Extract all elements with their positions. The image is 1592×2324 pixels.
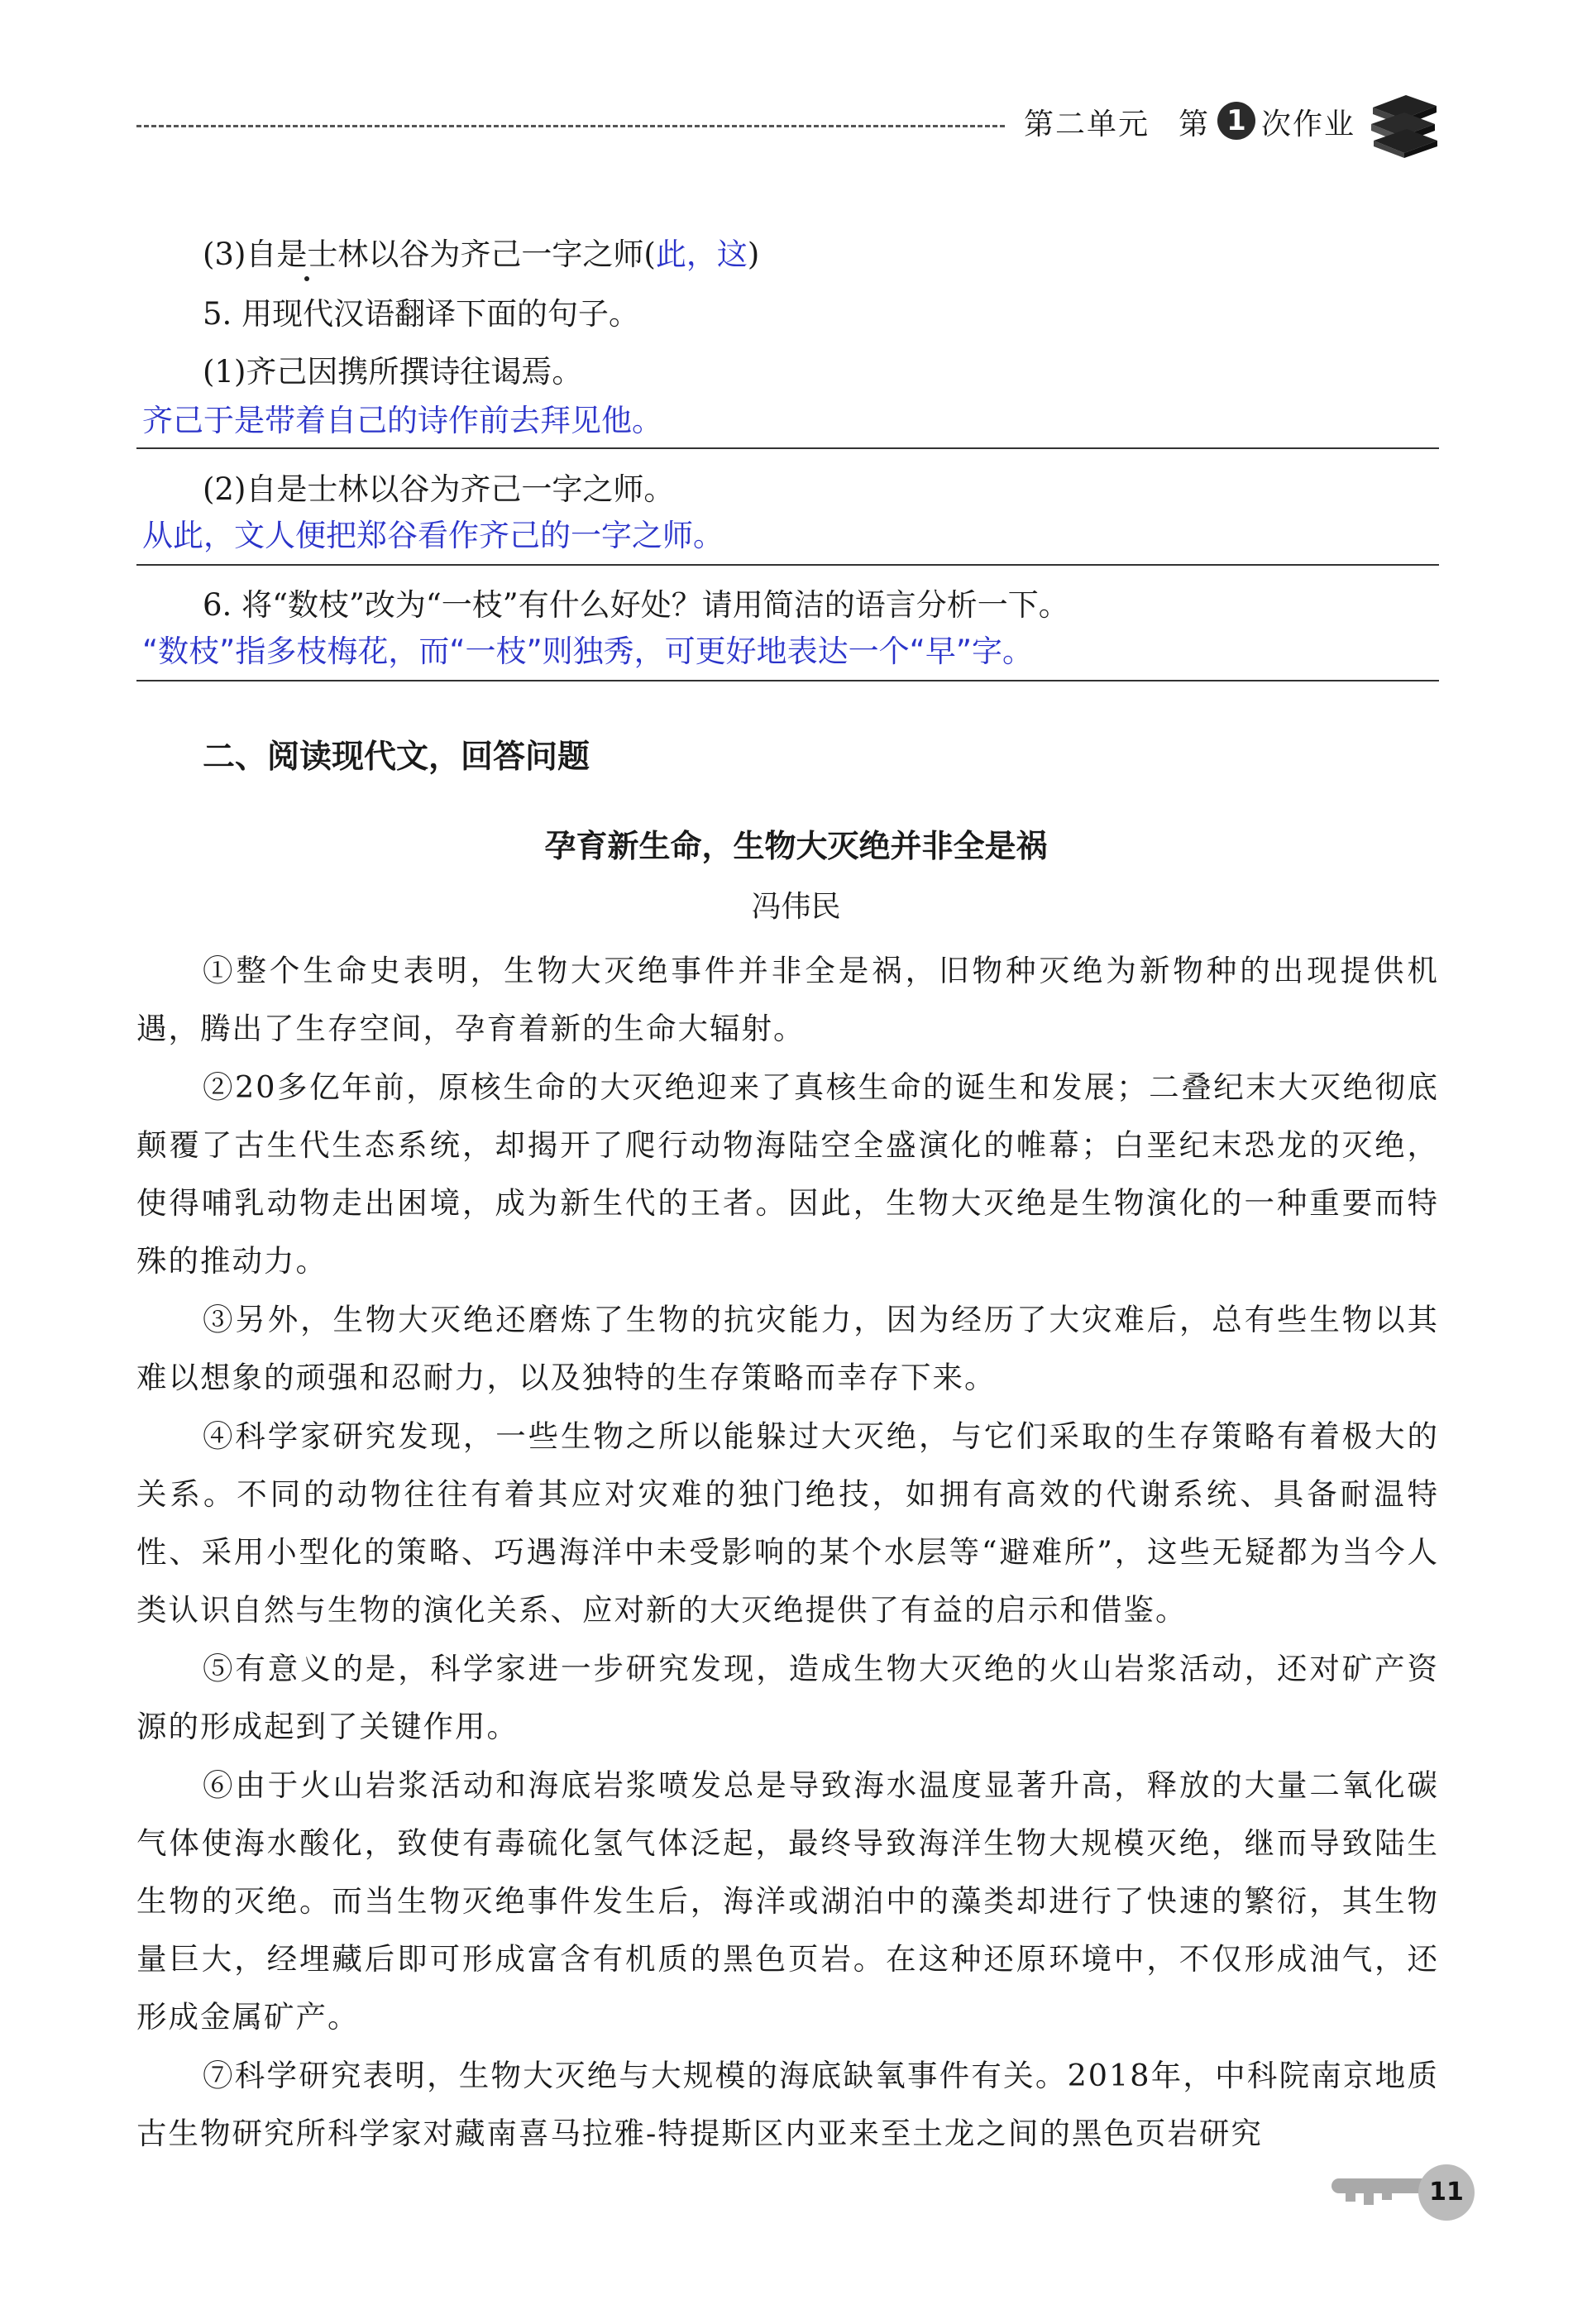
article-author: 冯伟民	[751, 890, 841, 924]
assignment-number-badge: 1	[1217, 102, 1255, 140]
q5-answer2: 从此，文人便把郑谷看作齐己的一字之师。	[142, 518, 724, 553]
book-stack-icon	[1369, 91, 1439, 159]
paragraph-1: ①整个生命史表明，生物大灭绝事件并非全是祸，旧物种灭绝为新物种的出现提供机遇，腾出了生存空间，孕育着新的生命大辐射。	[136, 953, 1439, 1046]
paragraph-2: ②20多亿年前，原核生命的大灭绝迎来了真核生命的诞生和发展；二叠纪末大灭绝彻底颠覆了古生代生态系统，却揭开了爬行动物海陆空全盛演化的帷幕；白垩纪末恐龙的灭绝，使得哺乳动物走出困境，成为新生代的王者。因此，生物大灭绝是生物演化的一种重要而特殊的推动力。	[136, 1069, 1439, 1279]
q5-item2: (2)自是士林以谷为齐己一字之师。	[203, 471, 675, 507]
paragraph-7: ⑦科学研究表明，生物大灭绝与大规模的海底缺氧事件有关。2018年，中科院南京地质古生物研究所科学家对藏南喜马拉雅-特提斯区内亚来至土龙之间的黑色页岩研究	[136, 2058, 1439, 2151]
paragraph-5: ⑤有意义的是，科学家进一步研究发现，造成生物大灭绝的火山岩浆活动，还对矿产资源的形成起到了关键作用。	[136, 1651, 1439, 1744]
q6-answer: “数枝”指多枝梅花，而“一枝”则独秀，可更好地表达一个“早”字。	[142, 634, 1034, 669]
page-number: 11	[1418, 2164, 1475, 2221]
q5-item1: (1)齐己因携所撰诗往谒焉。	[203, 354, 583, 390]
q4-item3	[203, 234, 759, 275]
paragraph-3: ③另外，生物大灭绝还磨炼了生物的抗灾能力，因为经历了大灾难后，总有些生物以其难以想象的顽强和忍耐力，以及独特的生存策略而幸存下来。	[136, 1302, 1439, 1395]
q5-prompt: 5. 用现代汉语翻译下面的句子。	[203, 296, 640, 332]
emphasis-dot	[304, 276, 309, 281]
q5-answer1: 齐己于是带着自己的诗作前去拜见他。	[142, 403, 662, 438]
answer-rule	[136, 447, 1439, 449]
assignment-suffix: 次作业	[1261, 108, 1356, 141]
answer-rule	[136, 680, 1439, 681]
answer-rule	[136, 564, 1439, 566]
q4-item3-close: )	[747, 237, 760, 272]
header-dashed-rule	[136, 125, 1005, 127]
q4-item3-answer: 此，这	[655, 237, 748, 272]
section-title: 二、阅读现代文，回答问题	[203, 739, 590, 776]
unit-label: 第二单元	[1024, 108, 1150, 141]
paragraph-4: ④科学家研究发现，一些生物之所以能躲过大灭绝，与它们采取的生存策略有着极大的关系。不同的动物往往有着其应对灾难的独门绝技，如拥有高效的代谢系统、具备耐温特性、采用小型化的策略、巧遇海洋中未受影响的某个水层等“避难所”，这些无疑都为当今人类认识自然与生物的演化关系、应对新的大灭绝提供了有益的启示和借鉴。	[136, 1418, 1439, 1628]
q6-prompt: 6. 将“数枝”改为“一枝”有什么好处？请用简洁的语言分析一下。	[203, 587, 1069, 623]
assignment-prefix: 第	[1178, 108, 1209, 141]
article-title: 孕育新生命，生物大灭绝并非全是祸	[544, 828, 1048, 864]
q4-item3-text: (3)自是士林以谷为齐己一字之师(	[203, 237, 656, 272]
paragraph-6: ⑥由于火山岩浆活动和海底岩浆喷发总是导致海水温度显著升高，释放的大量二氧化碳气体使海水酸化，致使有毒硫化氢气体泛起，最终导致海洋生物大规模灭绝，继而导致陆生生物的灭绝。而当生物灭绝事件发生后，海洋或湖泊中的藻类却进行了快速的繁衍，其生物量巨大，经埋藏后即可形成富含有机质的黑色页岩。在这种还原环境中，不仅形成油气，还形成金属矿产。	[136, 1767, 1439, 2035]
